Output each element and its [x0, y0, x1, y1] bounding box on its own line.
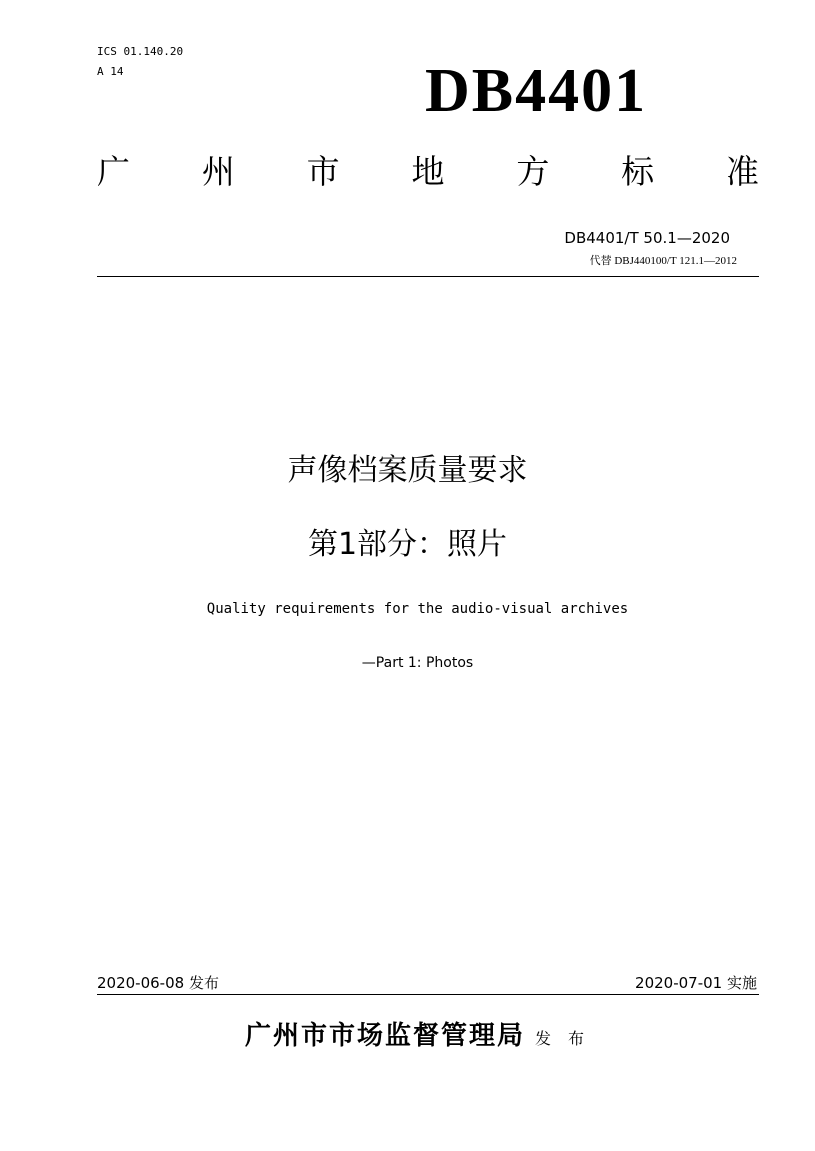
- standard-logo: DB4401: [425, 57, 648, 125]
- issuer-name: 广州市市场监督管理局: [244, 1021, 525, 1051]
- ics-code: ICS 01.140.20: [97, 45, 184, 58]
- ics-block: [97, 42, 183, 82]
- standard-number: DB4401/T 50.1—2020: [564, 229, 730, 247]
- standard-type-char: 准: [725, 152, 759, 191]
- subtitle-cn: 第1部分：照片: [307, 527, 508, 562]
- subtitle-en: —Part 1: Photos: [361, 655, 474, 671]
- standard-type-char: 标: [621, 152, 655, 191]
- issuer-suffix: 发 布: [534, 1029, 591, 1048]
- replaces-note: 代替 DBJ440100/T 121.1—2012: [589, 255, 737, 267]
- issuer: [0, 1014, 815, 1061]
- footer-divider: [97, 994, 759, 995]
- ccs-code: A 14: [97, 65, 124, 78]
- publish-date: 2020-06-08 发布: [97, 974, 219, 992]
- standard-type-char: 方: [516, 152, 550, 191]
- standard-type-char: 州: [201, 152, 235, 191]
- header-divider: [97, 276, 759, 277]
- title-cn: 声像档案质量要求: [287, 453, 528, 488]
- standard-type-char: 市: [306, 152, 340, 191]
- title-en: Quality requirements for the audio-visual archives: [206, 601, 629, 617]
- standard-type-char: 地: [411, 152, 445, 191]
- implement-date: 2020-07-01 实施: [635, 974, 757, 992]
- standard-type-char: 广: [97, 152, 130, 191]
- standard-type: [97, 147, 759, 197]
